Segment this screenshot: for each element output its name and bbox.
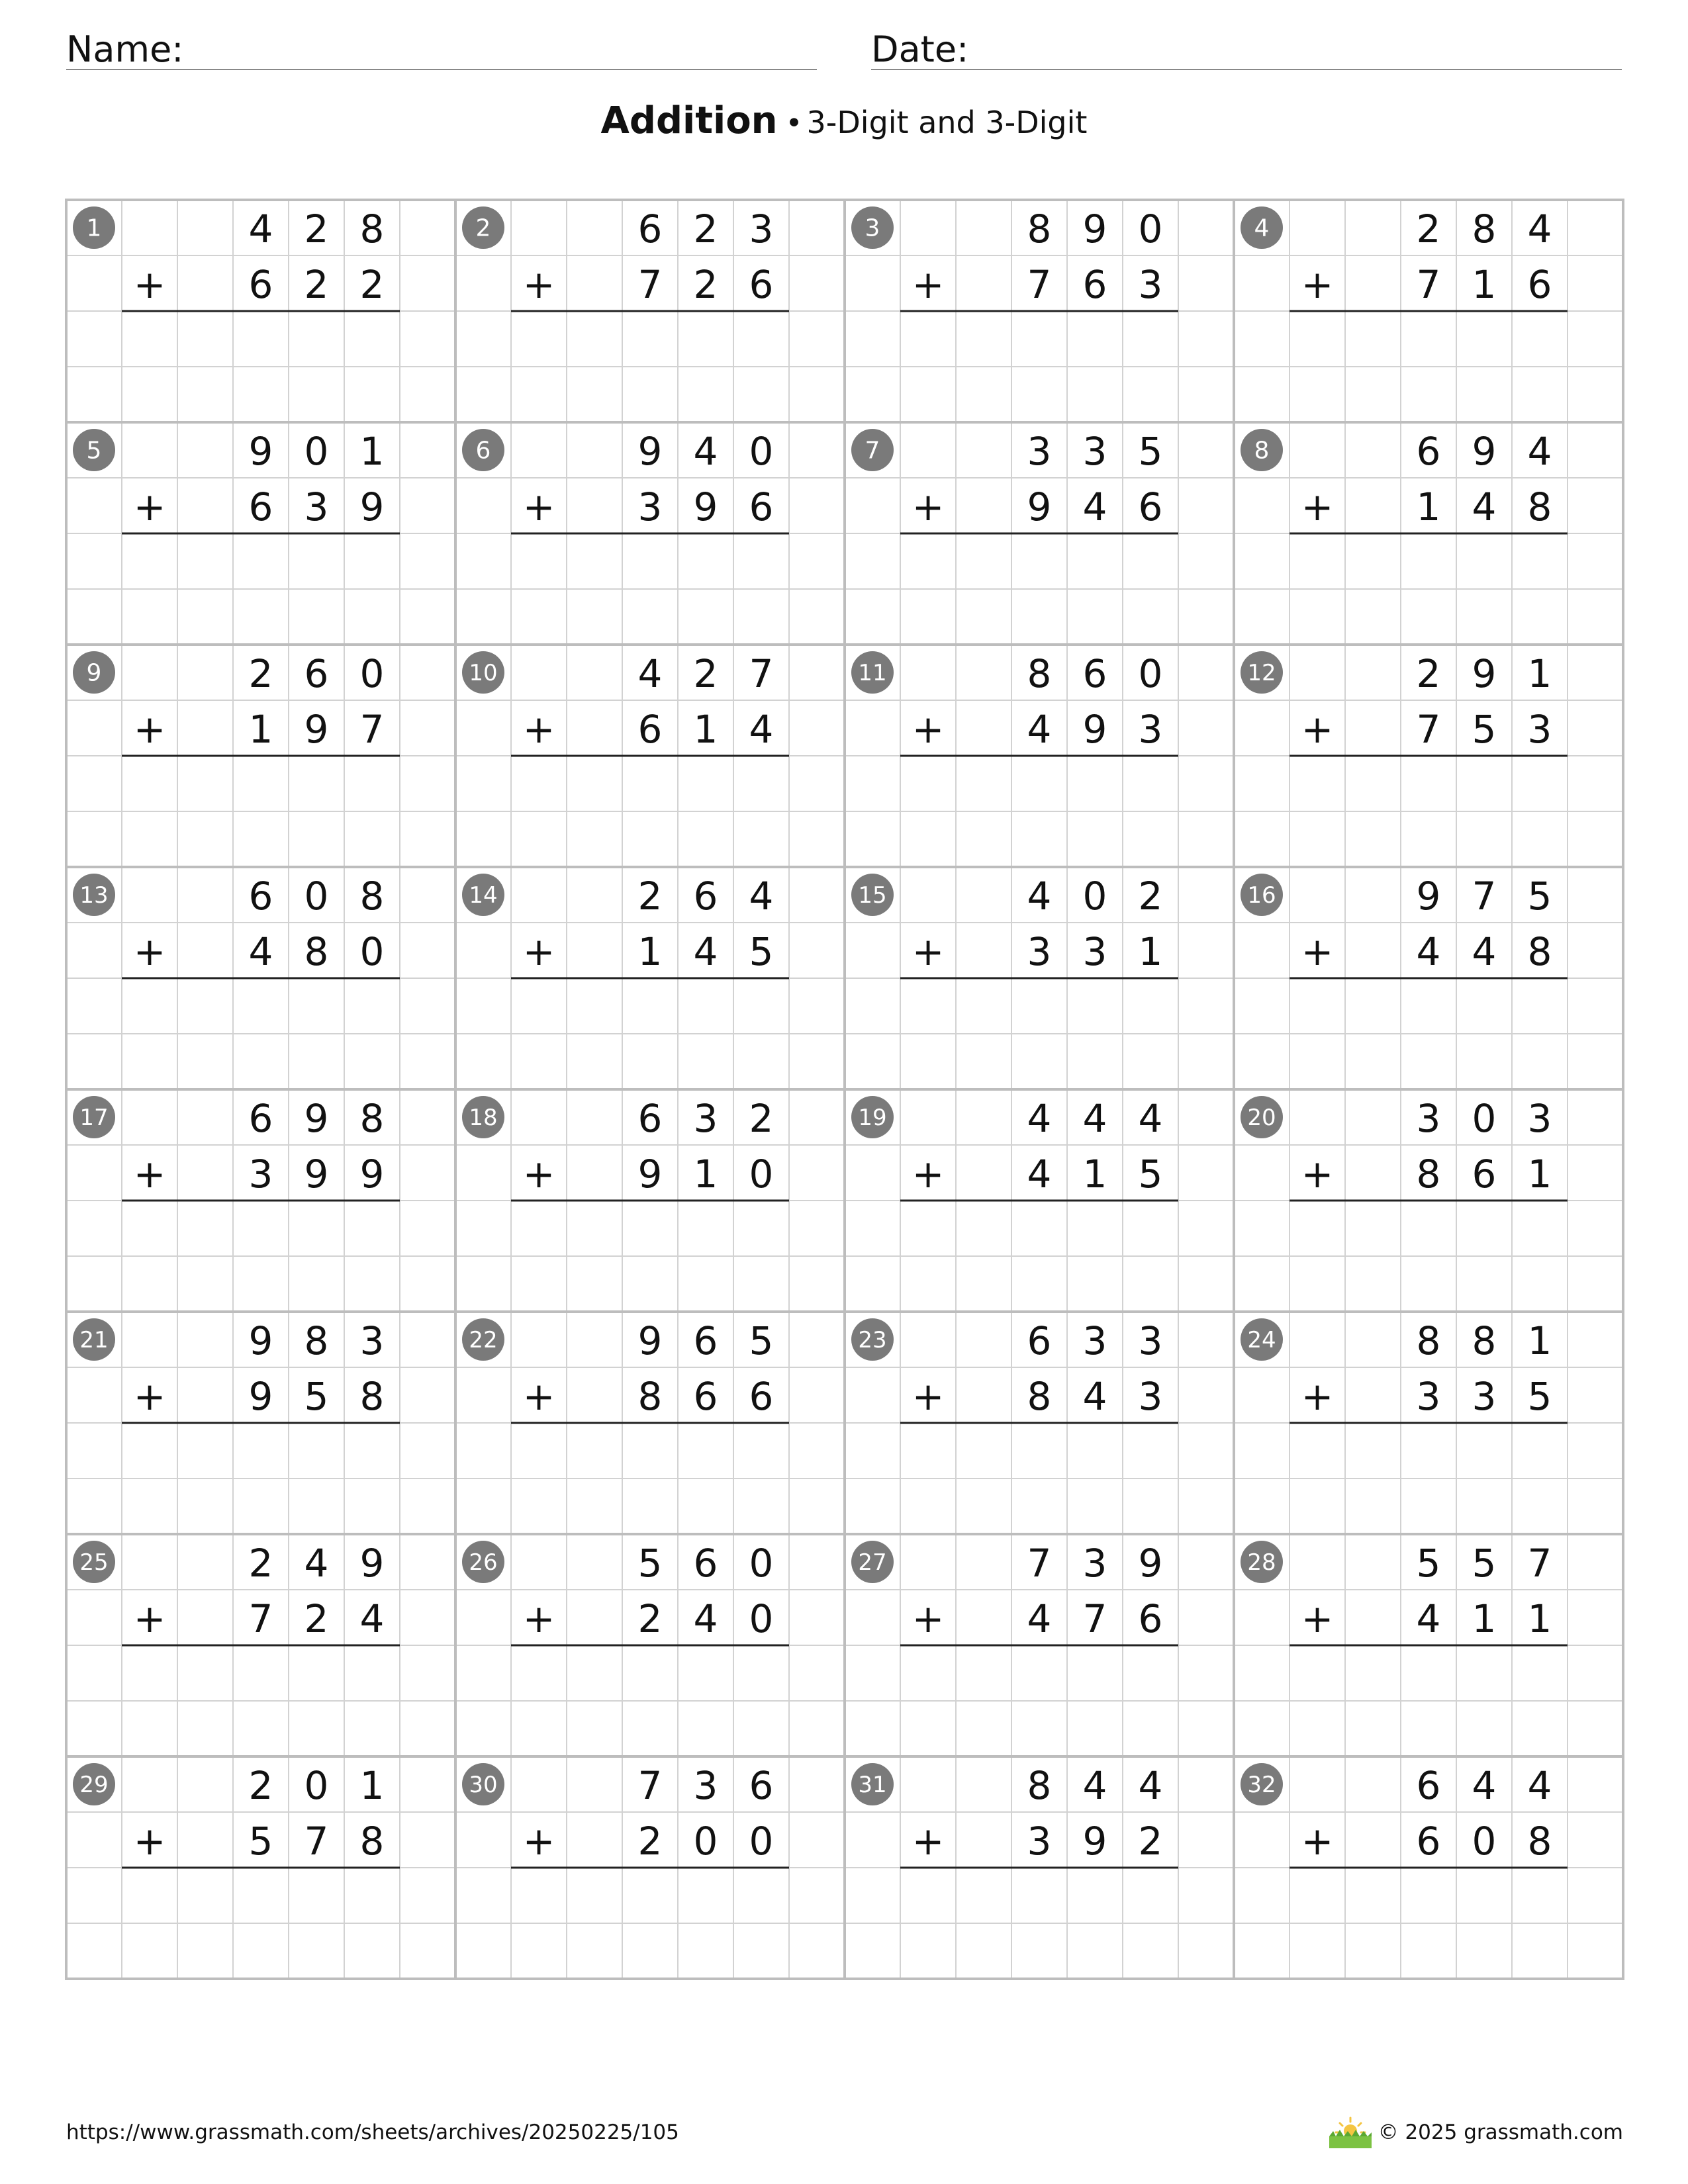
- top-digit: 6: [248, 874, 273, 919]
- top-digit: 9: [1472, 651, 1497, 696]
- top-digit: 8: [1027, 206, 1052, 251]
- problem-number: 20: [1247, 1105, 1276, 1131]
- bottom-digit: 4: [1027, 707, 1052, 752]
- bottom-digit: 9: [1082, 707, 1107, 752]
- top-digit: 9: [1416, 874, 1441, 919]
- top-digit: 6: [1027, 1318, 1052, 1363]
- top-digit: 9: [637, 429, 663, 474]
- bottom-digit: 6: [749, 484, 774, 529]
- bottom-digit: 3: [1138, 1374, 1163, 1419]
- problem-number: 25: [79, 1549, 109, 1576]
- operator-sign: +: [1301, 929, 1334, 974]
- problem-number: 28: [1247, 1549, 1276, 1576]
- top-digit: 9: [1138, 1541, 1163, 1586]
- top-digit: 8: [1472, 1318, 1497, 1363]
- problem-number: 4: [1254, 214, 1270, 242]
- bottom-digit: 6: [1416, 1819, 1441, 1864]
- operator-sign: +: [522, 1596, 555, 1641]
- bottom-digit: 9: [304, 1152, 329, 1197]
- footer-url: https://www.grassmath.com/sheets/archives/20250225/105: [66, 2120, 679, 2144]
- bottom-digit: 2: [359, 262, 385, 307]
- bottom-digit: 9: [304, 707, 329, 752]
- bottom-digit: 8: [1527, 484, 1552, 529]
- bottom-digit: 0: [693, 1819, 718, 1864]
- bottom-digit: 5: [749, 929, 774, 974]
- top-digit: 3: [1082, 1541, 1107, 1586]
- bottom-digit: 3: [1082, 929, 1107, 974]
- top-digit: 3: [693, 1763, 718, 1808]
- top-digit: 3: [1138, 1318, 1163, 1363]
- top-digit: 3: [1027, 429, 1052, 474]
- bottom-digit: 3: [248, 1152, 273, 1197]
- top-digit: 3: [1416, 1096, 1441, 1141]
- top-digit: 8: [1027, 1763, 1052, 1808]
- top-digit: 4: [304, 1541, 329, 1586]
- operator-sign: +: [912, 929, 945, 974]
- top-digit: 9: [359, 1541, 385, 1586]
- top-digit: 9: [1082, 206, 1107, 251]
- problem-number: 2: [475, 214, 491, 242]
- top-digit: 3: [749, 206, 774, 251]
- top-digit: 2: [749, 1096, 774, 1141]
- operator-sign: +: [1301, 262, 1334, 307]
- operator-sign: +: [133, 707, 166, 752]
- top-digit: 3: [359, 1318, 385, 1363]
- bottom-digit: 9: [1027, 484, 1052, 529]
- top-digit: 2: [1416, 651, 1441, 696]
- bottom-digit: 5: [1472, 707, 1497, 752]
- bottom-digit: 3: [1527, 707, 1552, 752]
- operator-sign: +: [1301, 1374, 1334, 1419]
- bottom-digit: 0: [749, 1596, 774, 1641]
- top-digit: 1: [359, 1763, 385, 1808]
- top-digit: 0: [304, 874, 329, 919]
- top-digit: 5: [1138, 429, 1163, 474]
- bottom-digit: 1: [1527, 1596, 1552, 1641]
- bottom-digit: 6: [749, 262, 774, 307]
- top-digit: 6: [304, 651, 329, 696]
- top-digit: 5: [1416, 1541, 1441, 1586]
- bottom-digit: 0: [1472, 1819, 1497, 1864]
- top-digit: 7: [1527, 1541, 1552, 1586]
- top-digit: 6: [693, 1318, 718, 1363]
- top-digit: 2: [693, 206, 718, 251]
- top-digit: 2: [693, 651, 718, 696]
- bottom-digit: 3: [304, 484, 329, 529]
- problem-number: 21: [79, 1327, 109, 1353]
- top-digit: 4: [1472, 1763, 1497, 1808]
- date-label: Date:: [871, 28, 969, 70]
- bottom-digit: 7: [1027, 262, 1052, 307]
- top-digit: 4: [1138, 1763, 1163, 1808]
- top-digit: 8: [359, 874, 385, 919]
- top-digit: 9: [1472, 429, 1497, 474]
- problem-number: 7: [865, 437, 880, 465]
- bottom-digit: 0: [749, 1152, 774, 1197]
- bottom-digit: 8: [359, 1374, 385, 1419]
- top-digit: 3: [693, 1096, 718, 1141]
- top-digit: 6: [1082, 651, 1107, 696]
- top-digit: 9: [248, 429, 273, 474]
- top-digit: 6: [1416, 429, 1441, 474]
- bottom-digit: 6: [693, 1374, 718, 1419]
- bottom-digit: 4: [1027, 1152, 1052, 1197]
- operator-sign: +: [133, 1374, 166, 1419]
- bottom-digit: 1: [693, 1152, 718, 1197]
- bottom-digit: 8: [1527, 929, 1552, 974]
- operator-sign: +: [522, 929, 555, 974]
- top-digit: 2: [248, 651, 273, 696]
- bottom-digit: 7: [248, 1596, 273, 1641]
- bottom-digit: 6: [1138, 484, 1163, 529]
- bottom-digit: 2: [637, 1596, 663, 1641]
- top-digit: 6: [248, 1096, 273, 1141]
- operator-sign: +: [522, 484, 555, 529]
- top-digit: 7: [1027, 1541, 1052, 1586]
- top-digit: 3: [1082, 1318, 1107, 1363]
- title-separator: •: [785, 107, 803, 140]
- bottom-digit: 9: [637, 1152, 663, 1197]
- operator-sign: +: [522, 1819, 555, 1864]
- top-digit: 2: [1138, 874, 1163, 919]
- bottom-digit: 1: [248, 707, 273, 752]
- top-digit: 4: [1027, 874, 1052, 919]
- bottom-digit: 1: [1527, 1152, 1552, 1197]
- bottom-digit: 3: [1138, 707, 1163, 752]
- bottom-digit: 4: [1027, 1596, 1052, 1641]
- top-digit: 9: [248, 1318, 273, 1363]
- bottom-digit: 4: [749, 707, 774, 752]
- top-digit: 4: [693, 429, 718, 474]
- bottom-digit: 6: [1527, 262, 1552, 307]
- problem-number: 12: [1247, 660, 1276, 686]
- problem-number: 6: [475, 437, 491, 465]
- top-digit: 8: [1416, 1318, 1441, 1363]
- bottom-digit: 2: [304, 262, 329, 307]
- bottom-digit: 4: [1472, 484, 1497, 529]
- problem-number: 16: [1247, 882, 1276, 909]
- bottom-digit: 8: [359, 1819, 385, 1864]
- problem-number: 14: [469, 882, 498, 909]
- bottom-digit: 7: [304, 1819, 329, 1864]
- problem-number: 15: [858, 882, 887, 909]
- title-subtitle: 3-Digit and 3-Digit: [806, 105, 1088, 140]
- problem-number: 8: [1254, 437, 1270, 465]
- problem-number: 26: [469, 1549, 498, 1576]
- operator-sign: +: [522, 1152, 555, 1197]
- bottom-digit: 8: [1527, 1819, 1552, 1864]
- bottom-digit: 4: [1472, 929, 1497, 974]
- operator-sign: +: [1301, 1152, 1334, 1197]
- bottom-digit: 7: [1416, 707, 1441, 752]
- top-digit: 8: [359, 206, 385, 251]
- bottom-digit: 4: [1082, 484, 1107, 529]
- bottom-digit: 5: [304, 1374, 329, 1419]
- operator-sign: +: [912, 1374, 945, 1419]
- operator-sign: +: [133, 1819, 166, 1864]
- top-digit: 8: [1472, 206, 1497, 251]
- top-digit: 6: [749, 1763, 774, 1808]
- problem-number: 29: [79, 1772, 109, 1798]
- operator-sign: +: [133, 1152, 166, 1197]
- top-digit: 2: [637, 874, 663, 919]
- problem-number: 31: [858, 1772, 887, 1798]
- top-digit: 4: [1527, 429, 1552, 474]
- bottom-digit: 3: [1027, 1819, 1052, 1864]
- problem-number: 19: [858, 1105, 887, 1131]
- top-digit: 4: [1527, 206, 1552, 251]
- top-digit: 0: [304, 429, 329, 474]
- bottom-digit: 6: [1472, 1152, 1497, 1197]
- problem-number: 3: [865, 214, 880, 242]
- bottom-digit: 4: [693, 1596, 718, 1641]
- top-digit: 0: [749, 1541, 774, 1586]
- bottom-digit: 4: [359, 1596, 385, 1641]
- top-digit: 7: [1472, 874, 1497, 919]
- top-digit: 4: [637, 651, 663, 696]
- operator-sign: +: [133, 929, 166, 974]
- bottom-digit: 1: [1082, 1152, 1107, 1197]
- bottom-digit: 1: [693, 707, 718, 752]
- top-digit: 2: [248, 1541, 273, 1586]
- top-digit: 0: [1138, 206, 1163, 251]
- bottom-digit: 1: [1138, 929, 1163, 974]
- bottom-digit: 6: [749, 1374, 774, 1419]
- bottom-digit: 4: [1416, 929, 1441, 974]
- top-digit: 9: [637, 1318, 663, 1363]
- bottom-digit: 3: [1416, 1374, 1441, 1419]
- top-digit: 8: [1027, 651, 1052, 696]
- problem-number: 13: [79, 882, 109, 909]
- bottom-digit: 9: [359, 1152, 385, 1197]
- top-digit: 4: [749, 874, 774, 919]
- top-digit: 3: [1082, 429, 1107, 474]
- bottom-digit: 8: [304, 929, 329, 974]
- bottom-digit: 6: [637, 707, 663, 752]
- top-digit: 4: [1082, 1763, 1107, 1808]
- top-digit: 1: [359, 429, 385, 474]
- top-digit: 6: [1416, 1763, 1441, 1808]
- problem-number: 1: [86, 214, 102, 242]
- top-digit: 0: [359, 651, 385, 696]
- operator-sign: +: [1301, 1596, 1334, 1641]
- operator-sign: +: [912, 1596, 945, 1641]
- top-digit: 9: [304, 1096, 329, 1141]
- top-digit: 6: [693, 874, 718, 919]
- problem-number: 10: [469, 660, 498, 686]
- bottom-digit: 5: [1138, 1152, 1163, 1197]
- top-digit: 4: [1027, 1096, 1052, 1141]
- operator-sign: +: [912, 1152, 945, 1197]
- bottom-digit: 7: [1082, 1596, 1107, 1641]
- problem-number: 30: [469, 1772, 498, 1798]
- operator-sign: +: [1301, 484, 1334, 529]
- bottom-digit: 8: [1416, 1152, 1441, 1197]
- problem-number: 24: [1247, 1327, 1276, 1353]
- bottom-digit: 3: [1027, 929, 1052, 974]
- bottom-digit: 2: [1138, 1819, 1163, 1864]
- top-digit: 0: [749, 429, 774, 474]
- bottom-digit: 3: [637, 484, 663, 529]
- operator-sign: +: [912, 707, 945, 752]
- top-digit: 0: [1472, 1096, 1497, 1141]
- top-digit: 0: [1082, 874, 1107, 919]
- bottom-digit: 6: [1138, 1596, 1163, 1641]
- operator-sign: +: [912, 1819, 945, 1864]
- problem-number: 23: [858, 1327, 887, 1353]
- bottom-digit: 6: [248, 484, 273, 529]
- bottom-digit: 1: [1472, 1596, 1497, 1641]
- bottom-digit: 2: [304, 1596, 329, 1641]
- bottom-digit: 4: [693, 929, 718, 974]
- bottom-digit: 2: [693, 262, 718, 307]
- operator-sign: +: [133, 484, 166, 529]
- bottom-digit: 8: [637, 1374, 663, 1419]
- operator-sign: +: [522, 262, 555, 307]
- name-label: Name:: [66, 28, 184, 70]
- bottom-digit: 1: [1416, 484, 1441, 529]
- grass-sun-logo-icon: [1327, 2115, 1374, 2150]
- top-digit: 0: [304, 1763, 329, 1808]
- title-main: Addition: [600, 99, 778, 142]
- bottom-digit: 9: [359, 484, 385, 529]
- top-digit: 4: [248, 206, 273, 251]
- bottom-digit: 7: [637, 262, 663, 307]
- bottom-digit: 8: [1027, 1374, 1052, 1419]
- top-digit: 8: [359, 1096, 385, 1141]
- operator-sign: +: [522, 707, 555, 752]
- bottom-digit: 5: [248, 1819, 273, 1864]
- footer-copyright: © 2025 grassmath.com: [1378, 2120, 1623, 2144]
- bottom-digit: 0: [359, 929, 385, 974]
- bottom-digit: 4: [1082, 1374, 1107, 1419]
- operator-sign: +: [133, 1596, 166, 1641]
- top-digit: 2: [248, 1763, 273, 1808]
- problem-number: 5: [86, 437, 102, 465]
- top-digit: 6: [693, 1541, 718, 1586]
- top-digit: 1: [1527, 1318, 1552, 1363]
- bottom-digit: 9: [1082, 1819, 1107, 1864]
- top-digit: 5: [1527, 874, 1552, 919]
- operator-sign: +: [912, 262, 945, 307]
- problem-number: 27: [858, 1549, 887, 1576]
- bottom-digit: 9: [693, 484, 718, 529]
- bottom-digit: 1: [637, 929, 663, 974]
- top-digit: 2: [304, 206, 329, 251]
- problem-number: 17: [79, 1105, 109, 1131]
- top-digit: 5: [637, 1541, 663, 1586]
- bottom-digit: 4: [248, 929, 273, 974]
- operator-sign: +: [1301, 1819, 1334, 1864]
- bottom-digit: 5: [1527, 1374, 1552, 1419]
- bottom-digit: 6: [248, 262, 273, 307]
- problem-number: 18: [469, 1105, 498, 1131]
- bottom-digit: 1: [1472, 262, 1497, 307]
- operator-sign: +: [1301, 707, 1334, 752]
- top-digit: 4: [1138, 1096, 1163, 1141]
- top-digit: 7: [749, 651, 774, 696]
- problem-number: 32: [1247, 1772, 1276, 1798]
- bottom-digit: 3: [1472, 1374, 1497, 1419]
- bottom-digit: 4: [1416, 1596, 1441, 1641]
- bottom-digit: 2: [637, 1819, 663, 1864]
- bottom-digit: 9: [248, 1374, 273, 1419]
- top-digit: 7: [637, 1763, 663, 1808]
- top-digit: 1: [1527, 651, 1552, 696]
- top-digit: 5: [749, 1318, 774, 1363]
- bottom-digit: 7: [1416, 262, 1441, 307]
- bottom-digit: 7: [359, 707, 385, 752]
- bottom-digit: 3: [1138, 262, 1163, 307]
- top-digit: 5: [1472, 1541, 1497, 1586]
- top-digit: 4: [1082, 1096, 1107, 1141]
- operator-sign: +: [133, 262, 166, 307]
- problem-number: 22: [469, 1327, 498, 1353]
- top-digit: 6: [637, 206, 663, 251]
- top-digit: 4: [1527, 1763, 1552, 1808]
- top-digit: 0: [1138, 651, 1163, 696]
- top-digit: 3: [1527, 1096, 1552, 1141]
- top-digit: 8: [304, 1318, 329, 1363]
- bottom-digit: 6: [1082, 262, 1107, 307]
- top-digit: 2: [1416, 206, 1441, 251]
- problem-number: 9: [86, 659, 102, 687]
- operator-sign: +: [912, 484, 945, 529]
- problem-number: 11: [858, 660, 887, 686]
- top-digit: 6: [637, 1096, 663, 1141]
- bottom-digit: 0: [749, 1819, 774, 1864]
- operator-sign: +: [522, 1374, 555, 1419]
